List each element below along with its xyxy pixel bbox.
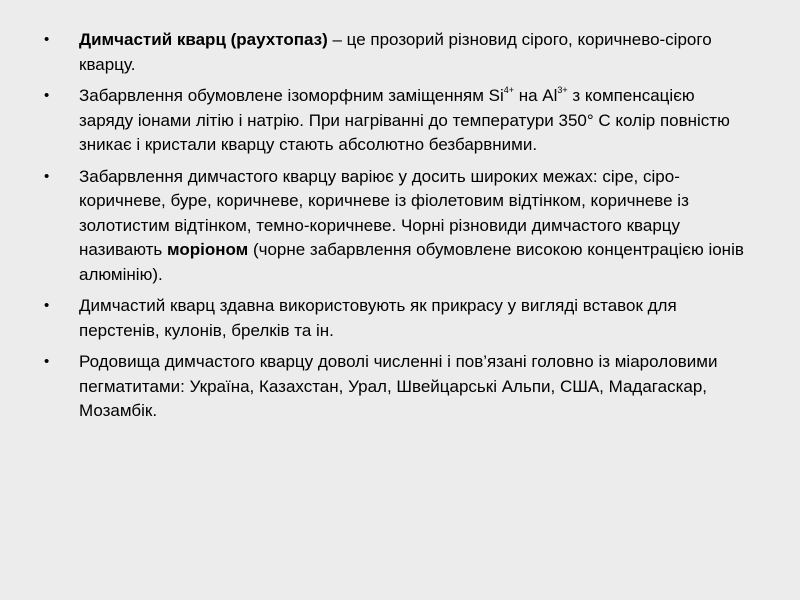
bullet-2-text-part-1: Забарвлення обумовлене ізоморфним заміщенням Si xyxy=(79,86,504,105)
bullet-2-text-part-2: на Al xyxy=(514,86,558,105)
bullet-item-3 xyxy=(44,165,750,288)
bullet-icon: • xyxy=(44,167,50,185)
bullet-2-sup-1: 4+ xyxy=(503,85,514,96)
bullet-icon: • xyxy=(44,297,50,314)
bullet-icon: • xyxy=(44,31,50,48)
bullet-1-bold: Димчастий кварц (раухтопаз) xyxy=(79,30,328,49)
bullet-icon: • xyxy=(44,353,50,370)
bullet-item-2 xyxy=(44,84,750,158)
bullet-list xyxy=(44,28,750,424)
bullet-5-text: Родовища димчастого кварцу доволі численні і пов’язані головно із міароловими пегматитами: Україна, Казахстан, Урал, Швейцарські Альпи, США, Мадагаскар, Мозамбік. xyxy=(79,352,718,420)
bullet-item-1 xyxy=(44,28,750,77)
bullet-item-5 xyxy=(44,350,750,424)
bullet-icon: • xyxy=(44,87,50,104)
bullet-1-text: – це прозорий різновид сірого, коричнево-сірого кварцу. xyxy=(79,30,712,74)
bullet-3-text-part-1: Забарвлення димчастого кварцу варіює у досить широких межах: сіре, сіро-коричневе, буре, коричневе, коричневе із фіолетовим відтінком, коричневе із золотистим відтінком, темно-коричневе. Чорні різновиди димчастого кварцу називають xyxy=(79,166,689,259)
bullet-2-text-part-3: з компенсацією заряду іонами літію і натрію. При нагріванні до температури 350° С колір повністю зникає і кристали кварцу стають абсолютно безбарвними. xyxy=(79,86,730,154)
bullet-item-4 xyxy=(44,294,750,343)
bullet-2-sup-2: 3+ xyxy=(557,85,568,96)
bullet-3-text-part-2: (чорне забарвлення обумовлене високою концентрацією іонів алюмінію). xyxy=(79,240,744,284)
bullet-4-text: Димчастий кварц здавна використовують як прикрасу у вигляді вставок для перстенів, кулонів, брелків та ін. xyxy=(79,296,677,340)
bullet-3-bold: моріоном xyxy=(166,240,249,259)
